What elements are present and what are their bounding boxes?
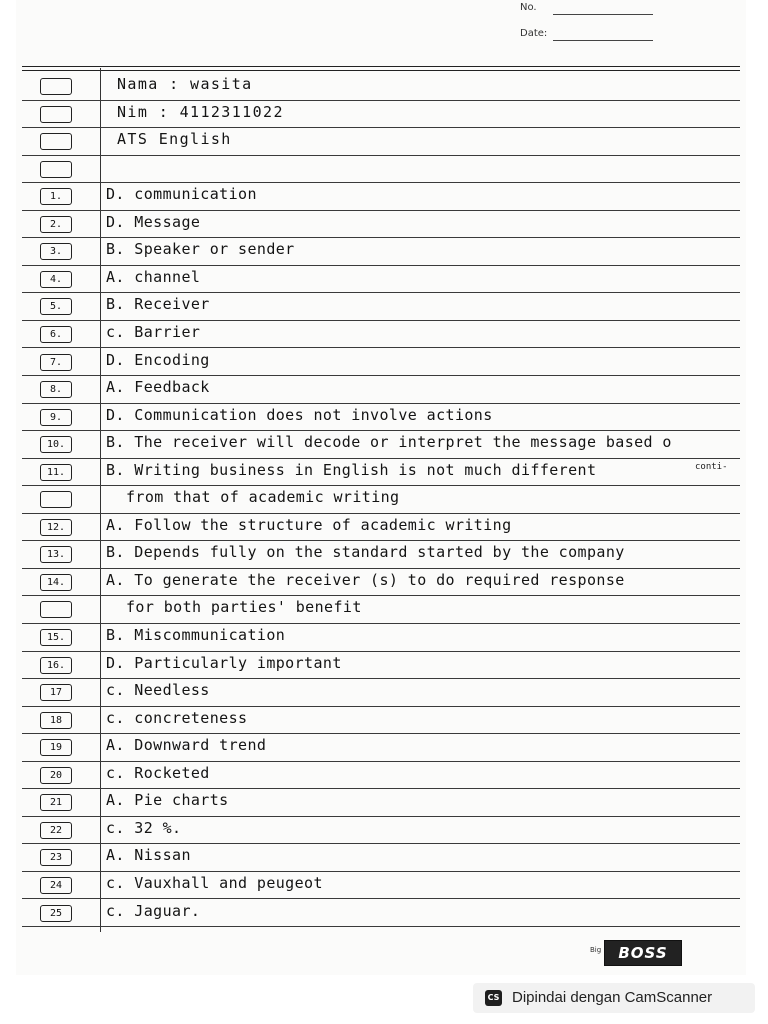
answer-text: B. Writing business in English is not much different xyxy=(106,460,597,479)
number-box: 3. xyxy=(40,243,72,260)
answer-row xyxy=(22,843,740,872)
camscanner-text: Dipindai dengan CamScanner xyxy=(512,989,713,1006)
number-box: 9. xyxy=(40,409,72,426)
answer-row xyxy=(22,182,740,211)
number-box: 12. xyxy=(40,519,72,536)
number-box: 25 xyxy=(40,905,72,922)
answer-row xyxy=(22,651,740,680)
number-box: 24 xyxy=(40,877,72,894)
answer-row xyxy=(22,155,740,184)
answer-text: A. Feedback xyxy=(106,378,210,397)
answer-row xyxy=(22,375,740,404)
answer-row xyxy=(22,623,740,652)
logo-small-text: Big xyxy=(590,946,602,954)
number-box: 4. xyxy=(40,271,72,288)
answer-text: B. Depends fully on the standard started by the company xyxy=(106,543,625,562)
answer-row xyxy=(22,706,740,735)
number-box: 10. xyxy=(40,436,72,453)
number-box: 13. xyxy=(40,546,72,563)
number-box: 16. xyxy=(40,657,72,674)
answer-text: D. Communication does not involve actions xyxy=(106,405,493,424)
answer-row xyxy=(22,733,740,762)
answer-text: from that of academic writing xyxy=(126,488,400,507)
number-box: 11. xyxy=(40,464,72,481)
answer-text: c. Vauxhall and peugeot xyxy=(106,873,323,892)
answer-row xyxy=(22,568,740,597)
answer-row xyxy=(22,513,740,542)
answer-row xyxy=(22,237,740,266)
answer-text: c. 32 %. xyxy=(106,818,182,837)
answer-row xyxy=(22,595,740,624)
number-box: 1. xyxy=(40,188,72,205)
answer-row xyxy=(22,871,740,900)
number-box: 8. xyxy=(40,381,72,398)
logo-brand: BOSS xyxy=(604,940,682,966)
number-box: 17 xyxy=(40,684,72,701)
no-line xyxy=(553,14,653,15)
answer-text: c. Barrier xyxy=(106,322,201,341)
answer-text: D. Message xyxy=(106,212,201,231)
answer-row xyxy=(22,127,740,156)
number-box xyxy=(40,78,72,95)
number-box: 5. xyxy=(40,298,72,315)
number-box: 19 xyxy=(40,739,72,756)
answer-row xyxy=(22,403,740,432)
number-box: 14. xyxy=(40,574,72,591)
number-box: 23 xyxy=(40,849,72,866)
number-box xyxy=(40,161,72,178)
answer-row xyxy=(22,458,740,487)
answer-text: D. Particularly important xyxy=(106,653,342,672)
answer-text: B. The receiver will decode or interpret the message based o xyxy=(106,433,672,452)
answer-row xyxy=(22,788,740,817)
answer-row xyxy=(22,320,740,349)
answer-row xyxy=(22,899,740,928)
camscanner-watermark xyxy=(473,983,755,1013)
answer-row xyxy=(22,210,740,239)
number-box: 2. xyxy=(40,216,72,233)
answer-text: c. Jaguar. xyxy=(106,901,201,920)
answer-text: ATS English xyxy=(117,130,232,149)
answer-text: c. concreteness xyxy=(106,708,248,727)
answer-row xyxy=(22,100,740,129)
answer-text: Nama : wasita xyxy=(117,75,253,93)
answer-text: A. Downward trend xyxy=(106,736,267,755)
date-line xyxy=(553,40,653,41)
answer-text: Nim : 4112311022 xyxy=(117,102,284,121)
answer-row xyxy=(22,485,740,514)
answer-text: D. Encoding xyxy=(106,350,210,369)
number-box: 22 xyxy=(40,822,72,839)
answer-row xyxy=(22,348,740,377)
answer-row xyxy=(22,678,740,707)
date-label: Date: xyxy=(520,28,548,39)
number-box xyxy=(40,133,72,150)
number-box: 20 xyxy=(40,767,72,784)
number-box xyxy=(40,106,72,123)
boss-logo xyxy=(590,940,682,966)
number-box xyxy=(40,491,72,508)
answer-text: for both parties' benefit xyxy=(126,598,362,617)
answer-text: D. communication xyxy=(106,185,257,204)
answer-row xyxy=(22,540,740,569)
answer-row xyxy=(22,430,740,459)
answer-row xyxy=(22,761,740,790)
number-box: 18 xyxy=(40,712,72,729)
camscanner-icon: CS xyxy=(485,990,502,1006)
answer-text: A. channel xyxy=(106,267,201,286)
answer-text: A. Pie charts xyxy=(106,791,229,810)
number-box: 15. xyxy=(40,629,72,646)
top-rule xyxy=(22,66,740,67)
margin-note: conti- xyxy=(695,462,728,472)
ruled-area xyxy=(22,66,740,932)
answer-text: c. Needless xyxy=(106,681,210,700)
number-box: 7. xyxy=(40,354,72,371)
answer-text: c. Rocketed xyxy=(106,763,210,782)
answer-text: B. Speaker or sender xyxy=(106,240,295,259)
number-box: 6. xyxy=(40,326,72,343)
answer-row xyxy=(22,72,740,101)
answer-text: B. Miscommunication xyxy=(106,626,286,644)
answer-text: A. Follow the structure of academic writing xyxy=(106,515,512,534)
number-box xyxy=(40,601,72,618)
answer-row xyxy=(22,816,740,845)
answer-text: B. Receiver xyxy=(106,295,210,314)
answer-row xyxy=(22,292,740,321)
top-rule-double xyxy=(22,70,740,71)
no-label: No. xyxy=(520,2,537,13)
number-box: 21 xyxy=(40,794,72,811)
answer-row xyxy=(22,265,740,294)
answer-text: A. To generate the receiver (s) to do required response xyxy=(106,570,625,589)
answer-text: A. Nissan xyxy=(106,846,191,865)
